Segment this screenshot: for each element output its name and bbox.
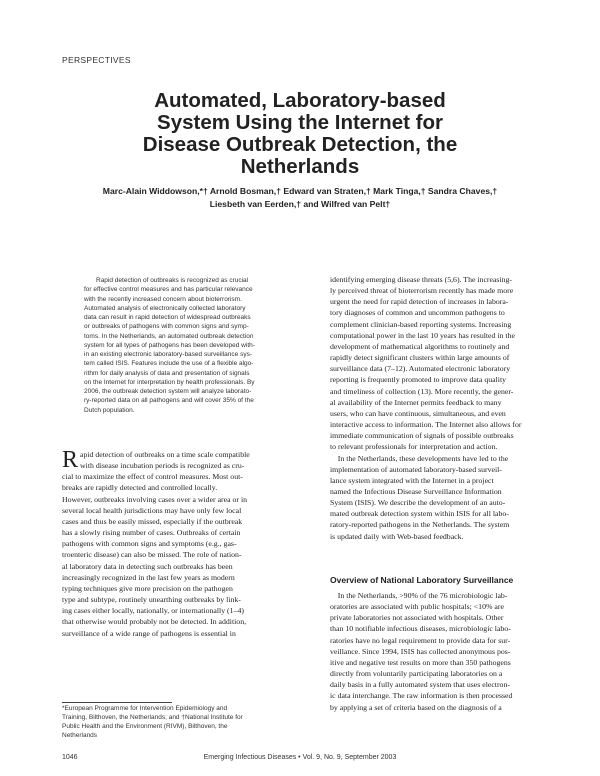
author-list (62, 185, 538, 211)
body-line: has a slowly rising number of cases. Outbreaks of certain (62, 528, 241, 538)
body-line: troenteric disease) can also be missed. The role of nation- (62, 550, 242, 560)
abstract-line: rithm for daily analysis of data and presentation of signals (84, 369, 250, 377)
abstract-line: on the Internet for interpretation by health professionals. By (84, 378, 255, 386)
body-line: tory diagnoses of common and uncommon pathogens to (330, 308, 505, 318)
body-line: named the Infectious Disease Surveillance Information (330, 486, 502, 496)
abstract-line: tem called ISIS. Features include the use of a flexible algo- (84, 360, 254, 368)
abstract-line: in an existing electronic laboratory-based surveillance sys- (84, 351, 252, 358)
body-line: typing techniques give more precision on the pathogen (62, 583, 233, 593)
body-line: surveillance of a wide range of pathogens is essential in (62, 628, 236, 638)
body-line: ing cases either locally, nationally, or internationally (1–4) (62, 606, 244, 616)
body-line: al laboratory data in detecting such outbreaks has been (62, 561, 233, 571)
body-line: that otherwise would probably not be detected. In addition, (62, 617, 247, 627)
body-line: identifying emerging disease threats (5,6). The increasing- (330, 275, 513, 284)
abstract-line: Automated analysis of electronically collected laboratory (84, 304, 246, 312)
body-line: In the Netherlands, >90% of the 76 microbiologic lab- (330, 591, 508, 600)
body-line: implementation of automated laboratory-based surveil- (330, 464, 502, 474)
body-line: lance system integrated with the Internet in a project (330, 475, 494, 485)
body-line: ly perceived threat of bioterrorism recently has made more (330, 286, 514, 296)
body-line: itive and negative test results on more than 350 pathogens (330, 657, 511, 667)
footnote-rule (62, 702, 172, 703)
body-line: reporting is frequently promoted to improve data quality (330, 375, 507, 385)
body-line: interactive access to information. The Internet also allows for (330, 420, 522, 430)
footnote-line: Netherlands (62, 731, 98, 739)
abstract-line: Dutch population. (84, 406, 135, 414)
section-heading: Overview of National Laboratory Surveillance (330, 575, 514, 585)
abstract-line: with the recently increased concern about bioterrorism. (84, 295, 242, 303)
footnote-line: *European Programme for Intervention Epidemiology and (62, 705, 228, 712)
body-line: daily basis in a fully automated system that uses electron- (330, 680, 510, 690)
abstract-line: for effective control measures and has particular relevance (84, 286, 253, 294)
section-label: PERSPECTIVES (62, 55, 131, 65)
page-number: 1046 (62, 754, 78, 761)
author-line: Liesbeth van Eerden,† and Wilfred van Pelt† (209, 199, 391, 209)
body-line: veillance. Since 1994, ISIS has collected anonymous pos- (330, 646, 511, 656)
body-text-right-section (330, 590, 550, 713)
title-line: Disease Outbreak Detection, the (142, 133, 458, 156)
abstract-line: system for all types of pathogens has been developed with- (84, 341, 255, 349)
body-line: private laboratories not associated with hospitals. Other (330, 613, 504, 623)
footnote-line: Training, Bilthoven, the Netherlands; and †National Institute for (62, 713, 243, 721)
body-line: cases and thus be easily missed, especially if the outbreak (62, 516, 243, 526)
body-line: type and subtype, routinely unearthing outbreaks by link- (62, 595, 241, 605)
title-line: Netherlands (240, 155, 360, 178)
body-line: oratories are associated with public hospitals; <10% are (330, 602, 504, 612)
body-line: immediate communication of signals of possible outbreaks (330, 431, 514, 441)
body-line: users, who can have continuous, simultaneous, and even (330, 408, 506, 418)
drop-cap: R (62, 447, 79, 473)
abstract-line: data can result in rapid detection of widespread outbreaks (84, 314, 251, 321)
body-text-right (330, 274, 550, 542)
body-line: mated outbreak detection system within ISIS for all labo- (330, 509, 509, 519)
body-line: several local health jurisdictions may have only few local (62, 505, 242, 515)
body-line: breaks are rapidly detected and controlled locally. (62, 483, 218, 493)
abstract-line: toms. In the Netherlands, an automated outbreak detection (84, 332, 254, 340)
body-line: ratories have no legal requirement to provide data for sur- (330, 635, 511, 645)
body-line: al availability of the Internet permits feedback to many (330, 397, 502, 407)
abstract (84, 276, 303, 415)
body-line: However, outbreaks involving cases over a wider area or in (62, 494, 248, 504)
body-line: directly from voluntarily participating laboratories on a (330, 669, 503, 679)
body-line: System (ISIS). We describe the development of an auto- (330, 498, 506, 508)
body-line: is updated daily with Web-based feedback. (330, 531, 464, 541)
affiliation-footnote (62, 705, 312, 741)
body-line: to relevant professionals for interpretation and action. (330, 442, 498, 452)
body-line: ratory-reported pathogens in the Netherlands. The system (330, 520, 510, 530)
abstract-line: ry-reported data on all pathogens and will cover 35% of the (84, 397, 254, 405)
abstract-line: Rapid detection of outbreaks is recognized as crucial (96, 277, 249, 284)
body-line: In the Netherlands, these developments have led to the (330, 453, 509, 463)
body-line: increasingly recognized in the last few years as modern (62, 572, 235, 582)
body-line: complement clinician-based reporting systems. Increasing (330, 319, 512, 329)
body-line: with disease incubation periods is recognized as cru- (80, 461, 245, 471)
body-line: apid detection of outbreaks on a time scale compatible (80, 450, 250, 459)
body-line: development of mathematical algorithms to routinely and (330, 341, 510, 351)
author-line: Marc-Alain Widdowson,*† Arnold Bosman,† Edward van Straten,† Mark Tinga,† Sandra Chaves,† (102, 186, 498, 196)
body-line: cial to maximize the effect of control measures. Most out- (62, 472, 243, 482)
body-line: by applying a set of criteria based on the diagnosis of a (330, 702, 502, 712)
body-text-left (62, 449, 312, 639)
footnote-line: Public Health and the Environment (RIVM), Bilthoven, the (62, 722, 228, 730)
body-line: urgent the need for rapid detection of increases in labora- (330, 297, 509, 307)
body-line: surveillance data (7–12). Automated electronic laboratory (330, 364, 511, 374)
article-title (62, 90, 538, 178)
title-line: System Using the Internet for (157, 111, 443, 134)
body-line: than 10 notifiable infectious diseases, microbiologic labo- (330, 624, 511, 634)
body-line: pathogens with common signs and symptoms (e.g., gas- (62, 539, 237, 549)
body-line: rapidly detect significant clusters within large amounts of (330, 353, 510, 363)
abstract-line: 2006, the outbreak detection system will analyze laborato- (84, 388, 252, 395)
body-line: computational power in the last 10 years has resulted in the (330, 330, 515, 340)
title-line: Automated, Laboratory-based (154, 89, 446, 112)
body-line: and timeliness of collection (13). More recently, the gener- (330, 386, 514, 396)
journal-footer: Emerging Infectious Diseases • Vol. 9, No. 9, September 2003 (203, 754, 397, 761)
body-line: ic data interchange. The raw information is then processed (330, 691, 513, 701)
abstract-line: or outbreaks of pathogens with common signs and symp- (84, 323, 249, 331)
